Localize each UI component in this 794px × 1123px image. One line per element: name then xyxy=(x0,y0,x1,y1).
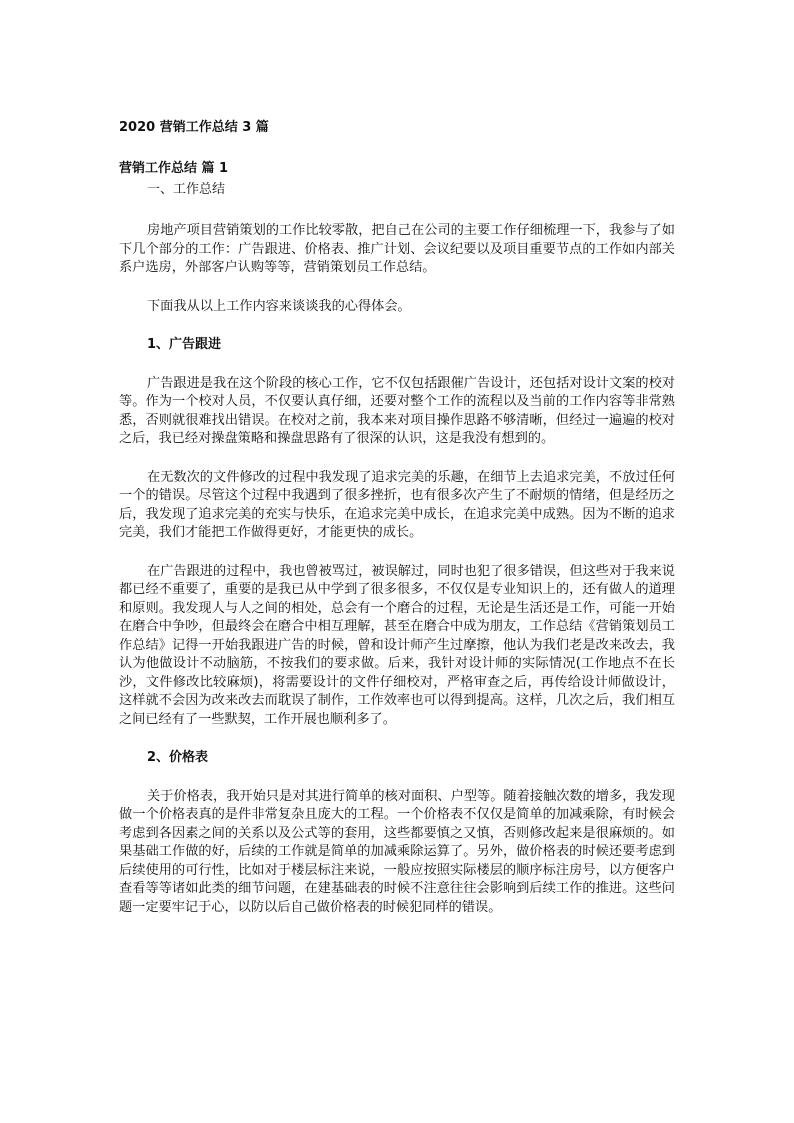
item-heading: 1、广告跟进 xyxy=(147,337,222,352)
paragraph: 在无数次的文件修改的过程中我发现了追求完美的乐趣，在细节上去追求完美，不放过任何一个的错误。尽管这个过程中我遇到了很多挫折，也有很多次产生了不耐烦的情绪，但是经历之后，我发现了追求完美的充实与快乐，在追求完美中成长，在追求完美中成熟。因为不断的追求完美，我们才能把工作做得更好，才能更快的成长。 xyxy=(119,469,675,540)
document-body xyxy=(119,222,675,917)
paragraph: 广告跟进是我在这个阶段的核心工作，它不仅包括跟催广告设计，还包括对设计文案的校对等。作为一个校对人员，不仅要认真仔细，还要对整个工作的流程以及当前的工作内容等非常熟悉，否则就很难找出错误。在校对之前，我本来对项目操作思路不够清晰，但经过一遍遍的校对之后，我已经对操盘策略和操盘思路有了很深的认识，这是我没有想到的。 xyxy=(119,375,675,446)
section-title: 营销工作总结 篇 1 xyxy=(119,161,229,176)
document-title: 2020 营销工作总结 3 篇 xyxy=(119,120,269,135)
paragraph: 房地产项目营销策划的工作比较零散，把自己在公司的主要工作仔细梳理一下，我参与了如下几个部分的工作：广告跟进、价格表、推广计划、会议纪要以及项目重要节点的工作如内部关系户选房，外部客户认购等等，营销策划员工作总结。 xyxy=(119,223,675,275)
paragraph: 下面我从以上工作内容来谈谈我的心得体会。 xyxy=(147,298,411,314)
paragraph: 在广告跟进的过程中，我也曾被骂过，被误解过，同时也犯了很多错误，但这些对于我来说都已经不重要了，重要的是我已从中学到了很多很多，不仅仅是专业知识上的，还有做人的道理和原则。我发现人与人之间的相处，总会有一个磨合的过程，无论是生活还是工作，可能一开始在磨合中争吵，但最终会在磨合中相互理解，甚至在磨合中成为朋友，工作总结《营销策划员工作总结》记得一开始我跟进广告的时候，曾和设计师产生过摩擦，他认为我们老是改来改去，我认为他做设计不动脑筋，不按我们的要求做。后来，我针对设计师的实际情况(工作地点不在长沙，文件修改比较麻烦)，将需要设计的文件仔细校对，严格审查之后，再传给设计师做设计，这样就不会因为改来改去而耽误了制作，工作效率也可以得到提高。这样，几次之后，我们相互之间已经有了一些默契，工作开展也顺利多了。 xyxy=(119,563,675,727)
paragraph: 关于价格表，我开始只是对其进行简单的核对面积、户型等。随着接触次数的增多，我发现做一个价格表真的是件非常复杂且庞大的工程。一个价格表不仅仅是简单的加减乘除，有时候会考虑到各因素之间的关系以及公式等的套用，这些都要慎之又慎，否则修改起来是很麻烦的。如果基础工作做的好，后续的工作就是简单的加减乘除运算了。另外，做价格表的时候还要考虑到后续使用的可行性，比如对于楼层标注来说，一般应按照实际楼层的顺序标注房号，以方便客户查看等等诸如此类的细节问题，在建基础表的时候不注意往往会影响到后续工作的推进。这些问题一定要牢记于心，以防以后自己做价格表的时候犯同样的错误。 xyxy=(119,788,675,915)
section-subheading: 一、工作总结 xyxy=(147,182,226,197)
item-heading: 2、价格表 xyxy=(147,750,209,765)
